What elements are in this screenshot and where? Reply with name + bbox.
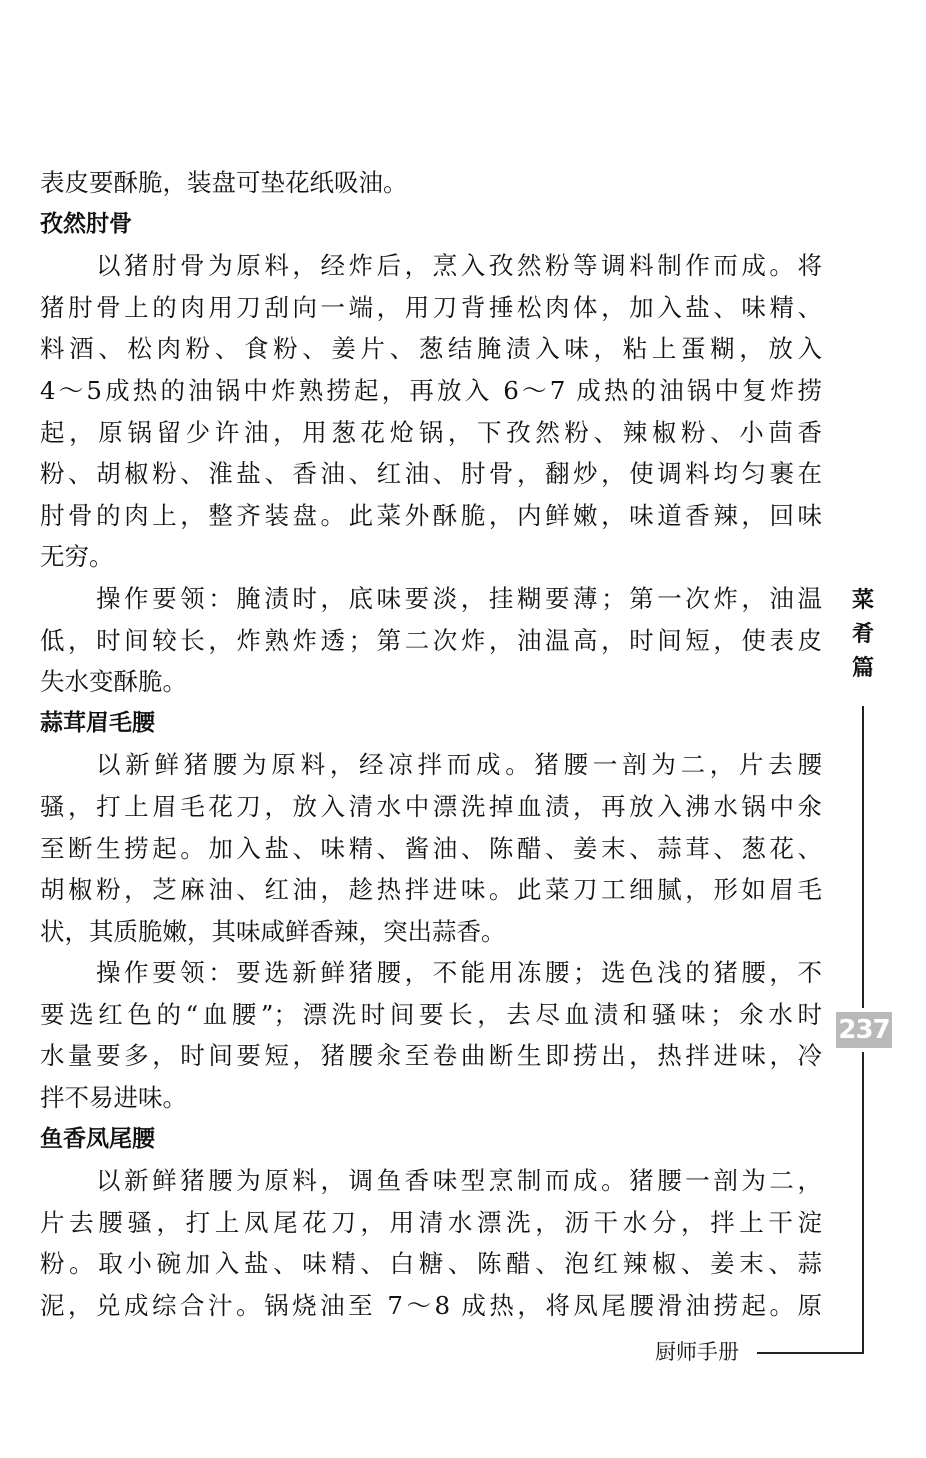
paragraph-line: 泥，兑成综合汁。锅烧油至 7～8 成热，将凤尾腰滑油捞起。原: [40, 1291, 822, 1321]
paragraph-line: 表皮要酥脆，装盘可垫花纸吸油。: [40, 168, 408, 197]
paragraph-line: 以猪肘骨为原料，经炸后，烹入孜然粉等调料制作而成。将: [96, 251, 822, 281]
paragraph-line: 以新鲜猪腰为原料，调鱼香味型烹制而成。猪腰一剖为二，: [96, 1166, 822, 1196]
paragraph-line: 粉。取小碗加入盐、味精、白糖、陈醋、泡红辣椒、姜末、蒜: [40, 1249, 822, 1279]
paragraph-line: 低，时间较长，炸熟炸透；第二次炸，油温高，时间短，使表皮: [40, 625, 822, 655]
paragraph-line: 片去腰骚，打上凤尾花刀，用清水漂洗，沥干水分，拌上干淀: [40, 1207, 822, 1237]
paragraph-line: 水量要多，时间要短，猪腰汆至卷曲断生即捞出，热拌进味，冷: [40, 1041, 822, 1071]
footer-book-title: 厨师手册: [655, 1340, 739, 1364]
margin-rule-upper: [862, 706, 864, 1008]
paragraph-line: 粉、胡椒粉、淮盐、香油、红油、肘骨，翻炒，使调料均匀裹在: [40, 459, 822, 489]
footer-rule: [757, 1352, 864, 1354]
side-label-char: 肴: [851, 622, 874, 647]
paragraph-line: 肘骨的肉上，整齐装盘。此菜外酥脆，内鲜嫩，味道香辣，回味: [40, 500, 822, 530]
paragraph-line: 状，其质脆嫩，其味咸鲜香辣，突出蒜香。: [40, 916, 506, 946]
paragraph-line: 胡椒粉，芝麻油、红油，趁热拌进味。此菜刀工细腻，形如眉毛: [40, 875, 822, 905]
paragraph-line: 失水变酥脆。: [40, 667, 187, 697]
paragraph-line: 要选红色的“血腰”；漂洗时间要长，去尽血渍和骚味；氽水时: [40, 999, 822, 1029]
page-number: 237: [836, 1012, 892, 1048]
paragraph-line: 操作要领：要选新鲜猪腰，不能用冻腰；选色浅的猪腰，不: [96, 958, 822, 988]
paragraph-line: 无穷。: [40, 542, 114, 572]
paragraph-line: 骚，打上眉毛花刀，放入清水中漂洗掉血渍，再放入沸水锅中氽: [40, 791, 822, 821]
paragraph-line: 以新鲜猪腰为原料，经凉拌而成。猪腰一剖为二，片去腰: [96, 750, 822, 780]
paragraph-line: 猪肘骨上的肉用刀刮向一端，用刀背捶松肉体，加入盐、味精、: [40, 292, 822, 322]
section-side-label: [849, 584, 877, 686]
paragraph-line: 至断生捞起。加入盐、味精、酱油、陈醋、姜末、蒜茸、葱花、: [40, 833, 822, 863]
recipe-title: 蒜茸眉毛腰: [40, 709, 155, 736]
recipe-title: 鱼香凤尾腰: [40, 1125, 155, 1152]
paragraph-line: 起，原锅留少许油，用葱花炝锅，下孜然粉、辣椒粉、小茴香: [40, 417, 822, 447]
recipe-title: 孜然肘骨: [40, 210, 132, 237]
paragraph-line: 料酒、松肉粉、食粉、姜片、葱结腌渍入味，粘上蛋糊，放入: [40, 334, 822, 364]
page-body: [40, 162, 822, 1327]
paragraph-line: 4～5成热的油锅中炸熟捞起，再放入 6～7 成热的油锅中复炸捞: [40, 375, 822, 405]
side-label-char: 菜: [851, 588, 874, 613]
paragraph-line: 操作要领：腌渍时，底味要淡，挂糊要薄；第一次炸，油温: [96, 583, 822, 613]
paragraph-line: 拌不易进味。: [40, 1083, 187, 1113]
margin-rule-lower: [862, 1052, 864, 1352]
side-label-char: 篇: [851, 656, 874, 681]
